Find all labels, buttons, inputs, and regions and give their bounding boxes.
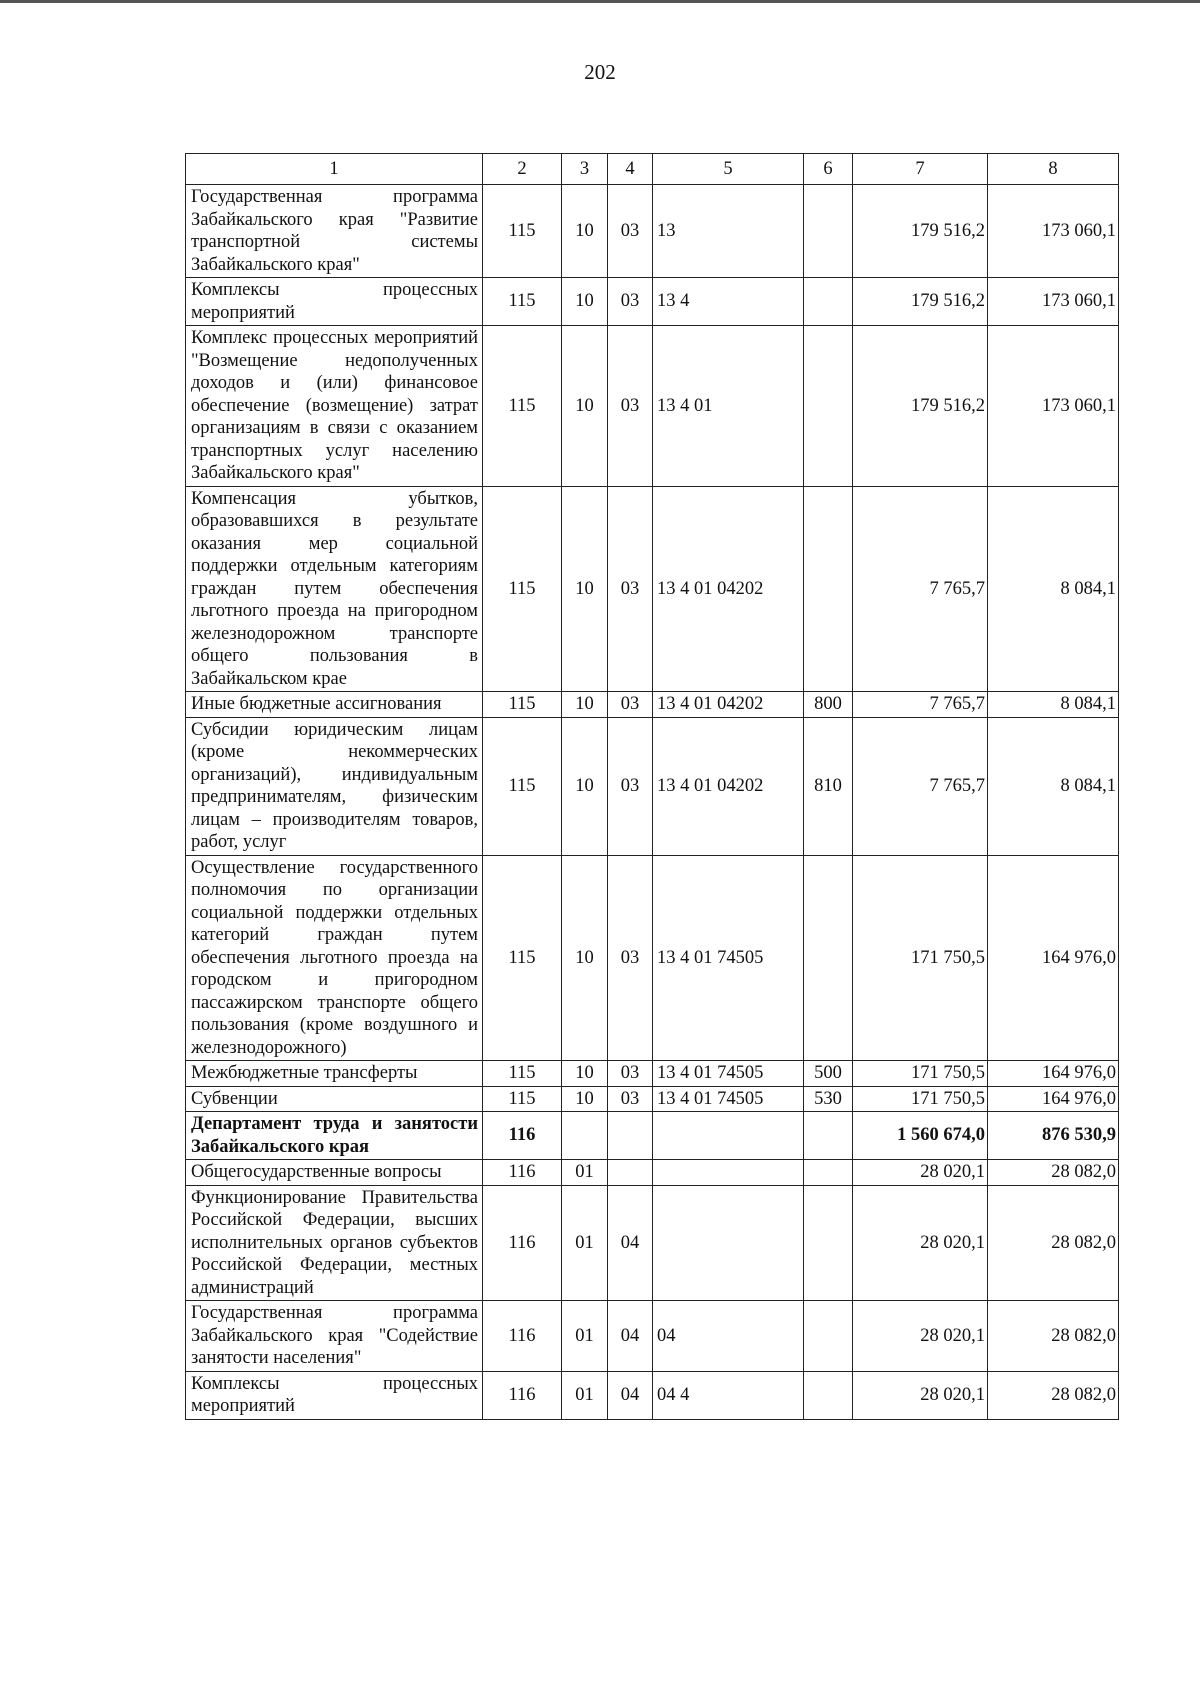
row-amount-year2-cell: 173 060,1 [988,278,1119,326]
table-row [186,1061,1119,1087]
row-amount-year1-cell: 7 765,7 [853,717,988,855]
row-amount-year1-cell: 28 020,1 [853,1301,988,1372]
row-section-cell: 01 [562,1371,608,1419]
row-target-article-cell: 13 [653,185,804,278]
row-amount-year2-cell: 876 530,9 [988,1112,1119,1160]
row-amount-year1-cell: 171 750,5 [853,855,988,1061]
row-expense-type-cell [804,1371,853,1419]
table-row [186,1185,1119,1301]
row-amount-year1-cell: 28 020,1 [853,1185,988,1301]
row-amount-year1-cell: 179 516,2 [853,185,988,278]
row-admin-code-cell: 115 [483,717,562,855]
row-name-cell: Государственная программа Забайкальского края "Развитие транспортной системы Забайкальского края" [186,185,483,278]
row-name-cell: Субсидии юридическим лицам (кроме некоммерческих организаций), индивидуальным предпринимателям, физическим лицам – производителям товаров, работ, услуг [186,717,483,855]
row-expense-type-cell [804,486,853,692]
row-amount-year1-cell: 7 765,7 [853,486,988,692]
row-expense-type-cell: 500 [804,1061,853,1087]
table-row [186,1160,1119,1186]
header-cell: 2 [483,154,562,185]
row-target-article-cell: 13 4 01 74505 [653,1061,804,1087]
row-section-cell: 10 [562,855,608,1061]
row-expense-type-cell [804,1112,853,1160]
row-name-cell: Комплекс процессных мероприятий "Возмещение недополученных доходов и (или) финансовое обеспечение (возмещение) затрат организациям в связи с оказанием транспортных услуг населению Забайкальского края" [186,326,483,487]
row-amount-year1-cell: 7 765,7 [853,692,988,718]
header-cell: 4 [608,154,653,185]
row-amount-year2-cell: 8 084,1 [988,692,1119,718]
row-section-cell [562,1112,608,1160]
row-amount-year2-cell: 8 084,1 [988,717,1119,855]
row-subsection-cell: 03 [608,1086,653,1112]
row-subsection-cell: 03 [608,1061,653,1087]
row-expense-type-cell [804,185,853,278]
table-row [186,326,1119,487]
row-subsection-cell [608,1112,653,1160]
row-target-article-cell [653,1112,804,1160]
table-row [186,855,1119,1061]
row-target-article-cell: 04 4 [653,1371,804,1419]
table-row [186,1112,1119,1160]
header-cell: 3 [562,154,608,185]
row-section-cell: 10 [562,1086,608,1112]
row-target-article-cell: 13 4 01 04202 [653,692,804,718]
row-amount-year1-cell: 28 020,1 [853,1160,988,1186]
row-name-cell: Компенсация убытков, образовавшихся в результате оказания мер социальной поддержки отдельным категориям граждан путем обеспечения льготного проезда на пригородном железнодорожном транспорте общего пользования в Забайкальском крае [186,486,483,692]
header-cell: 7 [853,154,988,185]
row-section-cell: 10 [562,185,608,278]
row-admin-code-cell: 115 [483,185,562,278]
row-name-cell: Общегосударственные вопросы [186,1160,483,1186]
row-section-cell: 10 [562,1061,608,1087]
row-amount-year2-cell: 164 976,0 [988,1086,1119,1112]
row-section-cell: 10 [562,278,608,326]
table-row [186,1086,1119,1112]
row-amount-year2-cell: 28 082,0 [988,1371,1119,1419]
table-row [186,185,1119,278]
top-border-line [0,0,1200,3]
row-admin-code-cell: 115 [483,855,562,1061]
row-expense-type-cell: 530 [804,1086,853,1112]
row-section-cell: 10 [562,486,608,692]
header-cell: 1 [186,154,483,185]
row-subsection-cell: 03 [608,692,653,718]
row-name-cell: Функционирование Правительства Российской Федерации, высших исполнительных органов субъектов Российской Федерации, местных администраций [186,1185,483,1301]
row-expense-type-cell [804,855,853,1061]
row-section-cell: 10 [562,326,608,487]
row-admin-code-cell: 115 [483,326,562,487]
row-name-cell: Департамент труда и занятости Забайкальского края [186,1112,483,1160]
row-name-cell: Межбюджетные трансферты [186,1061,483,1087]
row-amount-year2-cell: 173 060,1 [988,326,1119,487]
row-subsection-cell: 03 [608,185,653,278]
row-target-article-cell: 13 4 01 74505 [653,1086,804,1112]
row-expense-type-cell [804,326,853,487]
row-expense-type-cell: 800 [804,692,853,718]
row-admin-code-cell: 116 [483,1301,562,1372]
header-cell: 6 [804,154,853,185]
row-name-cell: Комплексы процессных мероприятий [186,1371,483,1419]
row-expense-type-cell [804,278,853,326]
row-subsection-cell: 04 [608,1371,653,1419]
row-name-cell: Субвенции [186,1086,483,1112]
row-subsection-cell [608,1160,653,1186]
row-admin-code-cell: 115 [483,692,562,718]
row-target-article-cell: 13 4 01 04202 [653,717,804,855]
row-section-cell: 01 [562,1301,608,1372]
header-cell: 8 [988,154,1119,185]
row-expense-type-cell [804,1160,853,1186]
row-amount-year1-cell: 1 560 674,0 [853,1112,988,1160]
row-expense-type-cell: 810 [804,717,853,855]
row-amount-year1-cell: 179 516,2 [853,278,988,326]
row-amount-year2-cell: 28 082,0 [988,1301,1119,1372]
row-section-cell: 10 [562,692,608,718]
row-admin-code-cell: 116 [483,1185,562,1301]
row-amount-year1-cell: 28 020,1 [853,1371,988,1419]
row-target-article-cell: 04 [653,1301,804,1372]
row-target-article-cell: 13 4 [653,278,804,326]
row-target-article-cell [653,1185,804,1301]
row-admin-code-cell: 116 [483,1371,562,1419]
table-row [186,278,1119,326]
row-amount-year2-cell: 28 082,0 [988,1185,1119,1301]
row-subsection-cell: 03 [608,326,653,487]
row-target-article-cell: 13 4 01 [653,326,804,487]
row-name-cell: Государственная программа Забайкальского края "Содействие занятости населения" [186,1301,483,1372]
row-admin-code-cell: 115 [483,1086,562,1112]
row-target-article-cell: 13 4 01 74505 [653,855,804,1061]
row-subsection-cell: 04 [608,1301,653,1372]
row-admin-code-cell: 116 [483,1160,562,1186]
row-subsection-cell: 03 [608,717,653,855]
row-admin-code-cell: 115 [483,278,562,326]
row-name-cell: Осуществление государственного полномочия по организации социальной поддержки отдельных категорий граждан путем обеспечения льготного проезда на городском и пригородном пассажирском транспорте общего пользования (кроме воздушного и железнодорожного) [186,855,483,1061]
row-amount-year2-cell: 164 976,0 [988,1061,1119,1087]
row-admin-code-cell: 115 [483,1061,562,1087]
table-row [186,717,1119,855]
row-amount-year1-cell: 171 750,5 [853,1086,988,1112]
table-header-row [186,154,1119,185]
header-cell: 5 [653,154,804,185]
row-subsection-cell: 03 [608,855,653,1061]
row-amount-year2-cell: 164 976,0 [988,855,1119,1061]
table-row [186,486,1119,692]
row-admin-code-cell: 116 [483,1112,562,1160]
row-amount-year2-cell: 28 082,0 [988,1160,1119,1186]
row-amount-year1-cell: 179 516,2 [853,326,988,487]
row-amount-year2-cell: 173 060,1 [988,185,1119,278]
row-target-article-cell [653,1160,804,1186]
row-amount-year1-cell: 171 750,5 [853,1061,988,1087]
table-row [186,1371,1119,1419]
row-section-cell: 01 [562,1160,608,1186]
row-expense-type-cell [804,1301,853,1372]
row-subsection-cell: 03 [608,278,653,326]
row-section-cell: 10 [562,717,608,855]
row-amount-year2-cell: 8 084,1 [988,486,1119,692]
table-row [186,1301,1119,1372]
row-subsection-cell: 04 [608,1185,653,1301]
table-row [186,692,1119,718]
row-target-article-cell: 13 4 01 04202 [653,486,804,692]
budget-table [185,153,1119,1420]
row-subsection-cell: 03 [608,486,653,692]
row-name-cell: Иные бюджетные ассигнования [186,692,483,718]
row-admin-code-cell: 115 [483,486,562,692]
row-expense-type-cell [804,1185,853,1301]
page-number: 202 [584,60,616,84]
row-section-cell: 01 [562,1185,608,1301]
row-name-cell: Комплексы процессных мероприятий [186,278,483,326]
